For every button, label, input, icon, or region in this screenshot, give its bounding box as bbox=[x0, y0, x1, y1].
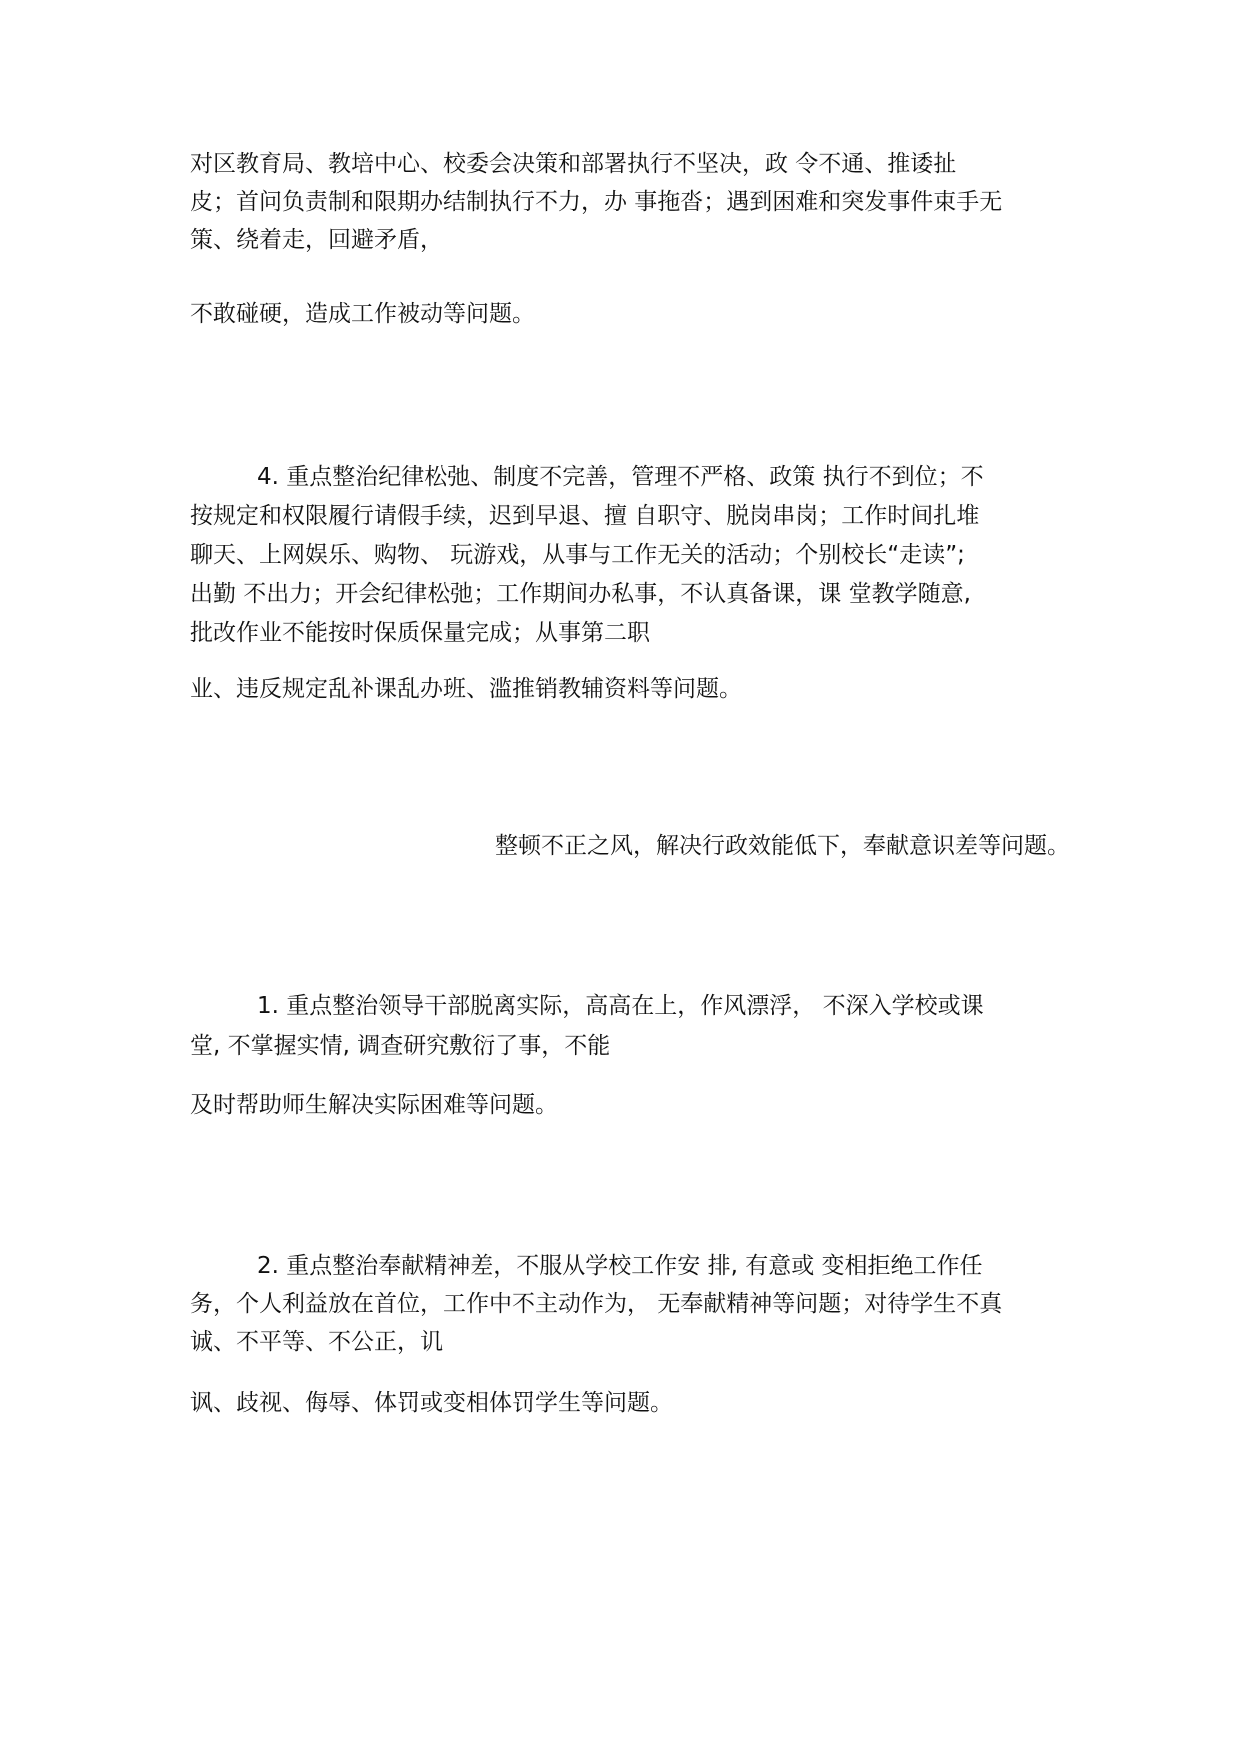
paragraph-line: 皮；首问负责制和限期办结制执行不力，办 事拖沓；遇到困难和突发事件束手无 bbox=[190, 189, 1003, 215]
paragraph-line: 不敢碰硬，造成工作被动等问题。 bbox=[190, 301, 535, 327]
paragraph-line: 聊天、上网娱乐、购物、 玩游戏，从事与工作无关的活动；个别校长“走读”; bbox=[190, 542, 965, 568]
paragraph-line: 1. 重点整治领导干部脱离实际，高高在上，作风漂浮， 不深入学校或课 bbox=[257, 993, 984, 1019]
paragraph-line: 诚、不平等、不公正，讥 bbox=[190, 1329, 443, 1355]
paragraph-line: 及时帮助师生解决实际困难等问题。 bbox=[190, 1092, 558, 1118]
paragraph-line: 讽、歧视、侮辱、体罚或变相体罚学生等问题。 bbox=[190, 1390, 673, 1416]
paragraph-line: 堂, 不掌握实情, 调查研究敷衍了事，不能 bbox=[190, 1033, 611, 1059]
paragraph-line: 业、违反规定乱补课乱办班、滥推销教辅资料等问题。 bbox=[190, 676, 742, 702]
paragraph-line: 批改作业不能按时保质保量完成；从事第二职 bbox=[190, 620, 650, 646]
paragraph-line: 务，个人利益放在首位，工作中不主动作为， 无奉献精神等问题；对待学生不真 bbox=[190, 1291, 1003, 1317]
paragraph-line: 4. 重点整治纪律松弛、制度不完善，管理不严格、政策 执行不到位；不 bbox=[257, 464, 984, 490]
paragraph-line: 出勤 不出力；开会纪律松弛；工作期间办私事，不认真备课，课 堂教学随意, bbox=[190, 581, 971, 607]
paragraph-line: 对区教育局、教培中心、校委会决策和部署执行不坚决，政 令不通、推诿扯 bbox=[190, 151, 957, 177]
paragraph-line: 2. 重点整治奉献精神差，不服从学校工作安 排, 有意或 变相拒绝工作任 bbox=[257, 1253, 983, 1279]
paragraph-line: 策、绕着走，回避矛盾， bbox=[190, 227, 443, 253]
paragraph-line: 按规定和权限履行请假手续，迟到早退、擅 自职守、脱岗串岗；工作时间扎堆 bbox=[190, 503, 980, 529]
section-heading: 整顿不正之风，解决行政效能低下，奉献意识差等问题。 bbox=[495, 833, 1070, 859]
